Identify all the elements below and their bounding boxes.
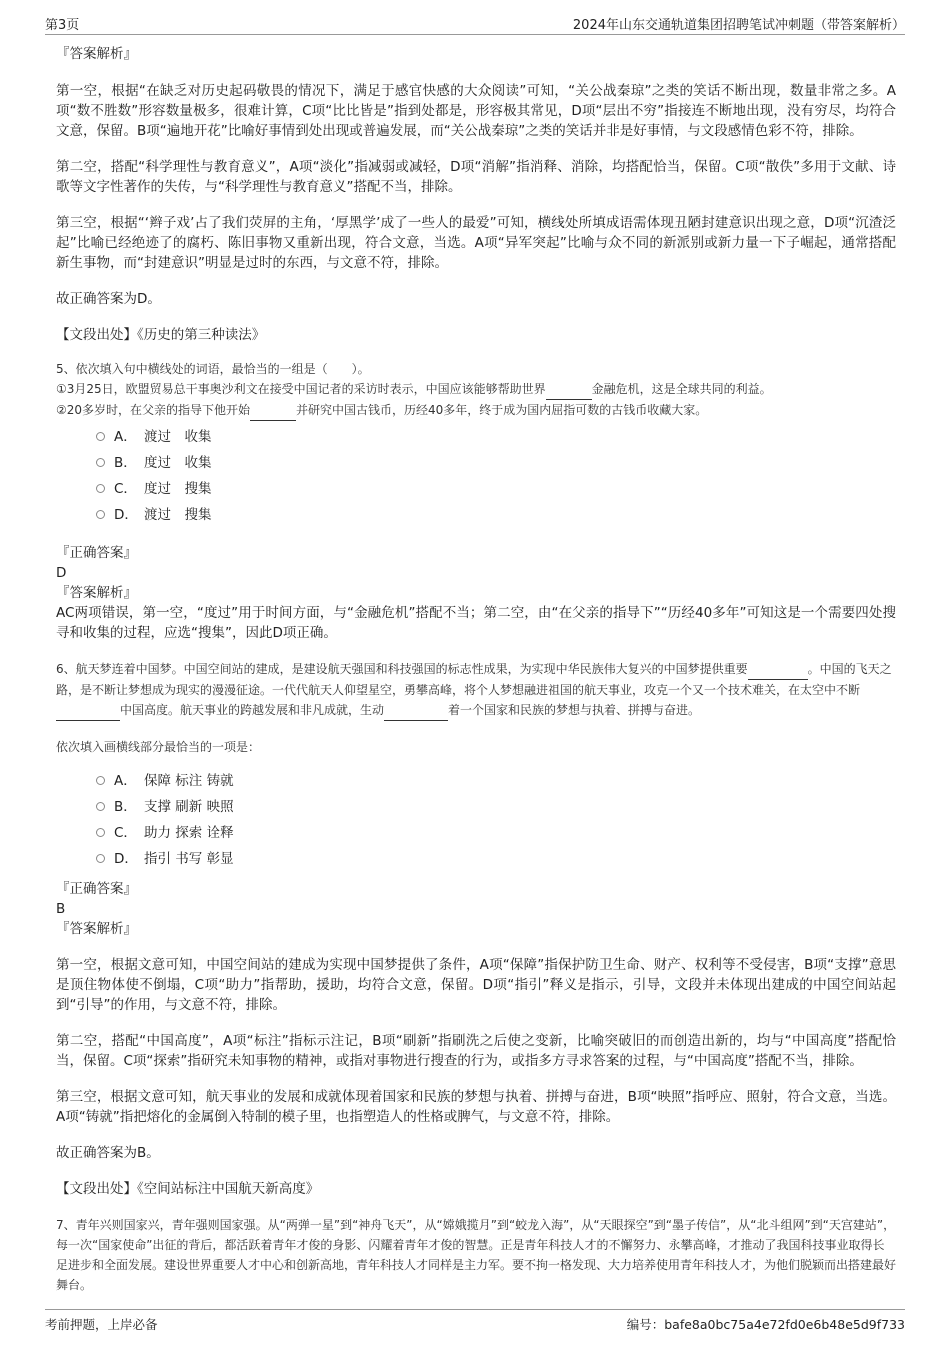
question-stem: 6、航天梦连着中国梦。中国空间站的建成，是建设航天强国和科技强国的标志性成果，为实现中华民族伟大复兴的中国梦提供重要 。中国的飞天之路，是不断让梦想成为现实的漫漫征途。一代代航天人仰望星空，勇攀高峰，将个人梦想融进祖国的航天事业，攻克一个又一个技术难关，在太空中不断 中国高度。航天事业的跨越发展和非凡成就，生动 着一个国家和民族的梦想与执着、拼搏与奋进。 [56, 659, 896, 721]
answer-conclusion: 故正确答案为D。 [56, 291, 161, 307]
radio-icon[interactable] [96, 458, 105, 467]
question-6 [56, 659, 896, 1199]
option-d[interactable]: D． 渡过 搜集 [94, 505, 896, 531]
fill-blank [384, 700, 448, 721]
radio-icon[interactable] [96, 828, 105, 837]
page-number: 第3页 [45, 18, 80, 33]
page-header [45, 10, 905, 35]
analysis-paragraph-3: 第三空，根据文意可知，航天事业的发展和成就体现着国家和民族的梦想与执着、拼搏与奋进，B项“映照”指呼应、照射，符合文意，当选。A项“铸就”指把熔化的金属倒入特制的模子里，也指塑造人的性格或脾气，与文意不符，排除。 [56, 1089, 896, 1125]
question-7 [56, 1215, 896, 1295]
radio-icon[interactable] [96, 484, 105, 493]
correct-answer-label: 『正确答案』 [56, 881, 137, 897]
question-prompt: 依次填入画横线部分最恰当的一项是： [56, 740, 261, 754]
analysis-label: 『答案解析』 [56, 921, 137, 937]
correct-answer: B [56, 901, 66, 917]
radio-icon[interactable] [96, 854, 105, 863]
radio-icon[interactable] [96, 776, 105, 785]
fill-blank [546, 379, 592, 400]
question-sentence-2: ②20多岁时，在父亲的指导下他开始 并研究中国古钱币，历经40多年，终于成为国内屈指可数的古钱币收藏大家。 [56, 400, 896, 421]
document-title: 2024年山东交通轨道集团招聘笔试冲刺题（带答案解析） [572, 18, 905, 33]
footer-slogan: 考前押题，上岸必备 [45, 1317, 158, 1332]
option-c[interactable]: C． 助力 探索 诠释 [94, 823, 896, 849]
analysis-paragraph-2: 第二空，搭配“科学理性与教育意义”，A项“淡化”指减弱或减轻，D项“消解”指消释、消除，均搭配恰当，保留。C项“散佚”多用于文献、诗歌等文字性著作的失传，与“科学理性与教育意义”搭配不当，排除。 [56, 159, 896, 195]
fill-blank [250, 400, 296, 421]
option-a[interactable]: A． 渡过 收集 [94, 427, 896, 453]
source-citation: 【文段出处】《历史的第三种读法》 [56, 327, 266, 343]
analysis-paragraph: AC两项错误，第一空，“度过”用于时间方面，与“金融危机”搭配不当；第二空，由“在父亲的指导下”“历经40多年”可知这是一个需要四处搜寻和收集的过程，应选“搜集”，因此D项正确。 [56, 605, 896, 641]
analysis-label: 『答案解析』 [56, 46, 137, 62]
options-list [56, 427, 896, 531]
options-list [56, 771, 896, 875]
answer-conclusion: 故正确答案为B。 [56, 1145, 160, 1161]
option-b[interactable]: B． 支撑 刷新 映照 [94, 797, 896, 823]
analysis-paragraph-1: 第一空，根据“在缺乏对历史起码敬畏的情况下，满足于感官快感的大众阅读”可知，“关公战秦琼”之类的笑话不断出现，数量非常之多。A项“数不胜数”形容数量极多，很难计算，C项“比比皆是”指到处都是，形容极其常见，D项“层出不穷”指接连不断地出现，没有穷尽，均符合文意，保留。B项“遍地开花”比喻好事情到处出现或普遍发展，而“关公战秦琼”之类的笑话并非是好事情，与文段感情色彩不符，排除。 [56, 83, 896, 139]
document-id: 编号：bafe8a0bc75a4e72fd0e6b48e5d9f733 [626, 1317, 905, 1332]
option-a[interactable]: A． 保障 标注 铸就 [94, 771, 896, 797]
correct-answer-label: 『正确答案』 [56, 545, 137, 561]
page-footer [45, 1309, 905, 1336]
question-5 [56, 359, 896, 643]
question-sentence-1: ①3月25日，欧盟贸易总干事奥沙利文在接受中国记者的采访时表示，中国应该能够帮助世界 金融危机，这是全球共同的利益。 [56, 379, 896, 400]
question-stem: 7、青年兴则国家兴，青年强则国家强。从“两弹一星”到“神舟飞天”，从“嫦娥揽月”到“蛟龙入海”，从“天眼探空”到“墨子传信”，从“北斗组网”到“天宫建站”，每一次“国家使命”出征的背后，都活跃着青年才俊的身影、闪耀着青年才俊的智慧。正是青年科技人才的不懈努力、永攀高峰，才推动了我国科技事业取得长足进步和全面发展。建设世界重要人才中心和创新高地，青年科技人才同样是主力军。要不拘一格发现、大力培养使用青年科技人才，为他们脱颖而出搭建最好舞台。 [56, 1218, 897, 1292]
fill-blank [56, 700, 120, 721]
analysis-paragraph-2: 第二空，搭配“中国高度”，A项“标注”指标示注记，B项“刷新”指刷洗之后使之变新，比喻突破旧的而创造出新的，均与“中国高度”搭配恰当，保留。C项“探索”指研究未知事物的精神，或指对事物进行搜查的行为，或指多方寻求答案的过程，与“中国高度”搭配不当，排除。 [56, 1033, 896, 1069]
radio-icon[interactable] [96, 510, 105, 519]
analysis-paragraph-3: 第三空，根据“‘辫子戏’占了我们荧屏的主角，‘厚黑学’成了一些人的最爱”可知，横线处所填成语需体现丑陋封建意识出现之意，D项“沉渣泛起”比喻已经绝迹了的腐朽、陈旧事物又重新出现，符合文意，当选。A项“异军突起”比喻与众不同的新派别或新力量一下子崛起，通常搭配新生事物，而“封建意识”明显是过时的东西，与文意不符，排除。 [56, 215, 896, 271]
option-c[interactable]: C． 度过 搜集 [94, 479, 896, 505]
analysis-paragraph-1: 第一空，根据文意可知，中国空间站的建成为实现中国梦提供了条件，A项“保障”指保护防卫生命、财产、权利等不受侵害，B项“支撑”意思是顶住物体使不倒塌，C项“助力”指帮助，援助，均符合文意，保留。D项“指引”释义是指示，引导，文段并未体现出建成的中国空间站起到“引导”的作用，与文意不符，排除。 [56, 957, 896, 1013]
option-b[interactable]: B． 度过 收集 [94, 453, 896, 479]
page-content [56, 44, 896, 1295]
radio-icon[interactable] [96, 802, 105, 811]
fill-blank [748, 659, 808, 680]
radio-icon[interactable] [96, 432, 105, 441]
correct-answer: D [56, 565, 67, 581]
analysis-label: 『答案解析』 [56, 585, 137, 601]
question-stem: 5、依次填入句中横线处的词语，最恰当的一组是（ ）。 [56, 362, 370, 376]
source-citation: 【文段出处】《空间站标注中国航天新高度》 [56, 1181, 320, 1197]
option-d[interactable]: D． 指引 书写 彰显 [94, 849, 896, 875]
